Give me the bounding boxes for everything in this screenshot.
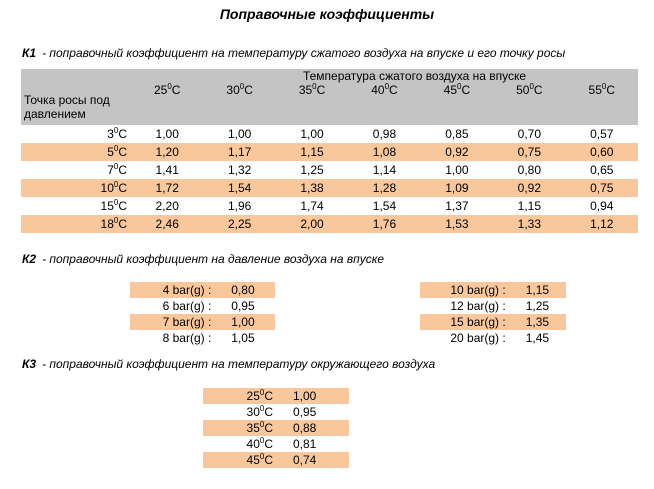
table-row (21, 215, 638, 233)
column-header (276, 83, 348, 97)
k2-description: - поправочный коэффициент на давление воздуха на впуске (42, 252, 385, 266)
degree-sign: 0 (529, 82, 534, 91)
temperature-value: 35 (246, 421, 260, 435)
list-item (420, 282, 566, 298)
temperature-value: 45 (443, 83, 458, 97)
column-group-label: Температура сжатого воздуха на впуске (131, 69, 638, 83)
celsius-unit: C (118, 127, 127, 141)
coefficient-cell: 1,09 (421, 179, 493, 197)
temperature-value: 30 (246, 405, 260, 419)
celsius-unit: C (118, 163, 127, 177)
celsius-unit: C (264, 453, 273, 467)
k3-table (203, 388, 349, 468)
temperature-value: 15 (100, 199, 114, 213)
coefficient-cell: 1,25 (300, 163, 324, 177)
column-header (566, 83, 638, 97)
k1-table (21, 69, 638, 233)
celsius-unit: C (264, 421, 273, 435)
list-item (420, 314, 566, 330)
coefficient-cell: 1,41 (155, 163, 179, 177)
temperature-value: 30 (226, 83, 240, 97)
row-label (21, 197, 131, 215)
pressure-coefficient: 1,25 (525, 299, 550, 313)
temperature-value: 45 (246, 453, 260, 467)
temperature-value: 50 (516, 83, 530, 97)
coefficient-cell: 0,60 (566, 143, 638, 161)
coefficient-cell: 1,37 (445, 199, 469, 213)
row-label (21, 215, 131, 233)
pressure-coefficient: 1,00 (219, 314, 275, 330)
coefficient-cell: 0,98 (372, 127, 397, 141)
temperature-value: 18 (100, 217, 114, 231)
ambient-coefficient: 0,95 (293, 405, 317, 419)
coefficient-cell: 0,65 (590, 163, 614, 177)
k2-caption (22, 252, 384, 266)
list-item (203, 420, 349, 436)
coefficient-cell: 1,14 (372, 163, 397, 177)
coefficient-cell: 2,00 (276, 215, 348, 233)
degree-sign: 0 (601, 82, 607, 91)
celsius-unit: C (118, 199, 127, 213)
temperature-value: 40 (371, 83, 385, 97)
pressure-coefficient: 1,45 (525, 331, 550, 345)
coefficient-cell: 0,70 (517, 127, 541, 141)
row-label (21, 143, 131, 161)
degree-sign: 0 (113, 180, 119, 189)
celsius-unit: C (118, 217, 127, 231)
coefficient-cell: 1,74 (300, 199, 324, 213)
list-item (203, 404, 349, 420)
ambient-coefficient: 0,88 (281, 420, 349, 436)
k3-code: К3 (22, 357, 37, 371)
table-row (21, 143, 638, 161)
coefficient-cell: 0,57 (590, 127, 614, 141)
k1-caption (22, 46, 565, 60)
k3-caption (22, 357, 435, 371)
list-item (203, 388, 349, 404)
list-item (130, 330, 275, 346)
celsius-unit: C (118, 145, 127, 159)
coefficient-cell: 1,15 (276, 143, 348, 161)
coefficient-cell: 2,46 (131, 215, 203, 233)
celsius-unit: C (244, 83, 253, 97)
k3-description: - поправочный коэффициент на температуру окружающего воздуха (42, 357, 436, 371)
column-header (493, 83, 565, 97)
ambient-coefficient: 0,81 (293, 437, 317, 451)
table-row (21, 179, 638, 197)
celsius-unit: C (606, 83, 615, 97)
ambient-temperature-label (203, 388, 281, 404)
coefficient-cell: 1,00 (155, 127, 179, 141)
coefficient-cell: 1,00 (300, 127, 324, 141)
coefficient-cell: 1,08 (348, 143, 420, 161)
degree-sign: 0 (113, 144, 119, 153)
coefficient-cell: 1,76 (348, 215, 420, 233)
degree-sign: 0 (259, 436, 265, 445)
list-item (130, 314, 275, 330)
ambient-temperature-label (203, 404, 281, 420)
coefficient-cell: 2,20 (155, 199, 179, 213)
coefficient-cell: 1,96 (227, 199, 252, 213)
coefficient-cell: 1,00 (227, 127, 252, 141)
table-row (21, 161, 638, 179)
degree-sign: 0 (259, 420, 265, 429)
pressure-label: 10 bar(g) : (420, 282, 514, 298)
pressure-label: 20 bar(g) : (450, 331, 506, 345)
celsius-unit: C (118, 181, 127, 195)
coefficient-cell: 0,94 (590, 199, 614, 213)
degree-sign: 0 (457, 82, 462, 91)
coefficient-cell: 1,12 (566, 215, 638, 233)
k2-left-table (130, 282, 275, 346)
degree-sign: 0 (239, 82, 245, 91)
celsius-unit: C (264, 437, 273, 451)
temperature-value: 3 (107, 127, 114, 141)
list-item (420, 330, 566, 346)
degree-sign: 0 (113, 162, 119, 171)
degree-sign: 0 (113, 126, 119, 135)
pressure-label: 6 bar(g) : (162, 299, 212, 313)
temperature-value: 10 (100, 181, 114, 195)
k2-code: К2 (22, 252, 37, 266)
coefficient-cell: 0,80 (517, 163, 541, 177)
table-row (21, 197, 638, 215)
degree-sign: 0 (259, 404, 265, 413)
temperature-value: 35 (298, 83, 313, 97)
celsius-unit: C (264, 405, 273, 419)
degree-sign: 0 (113, 216, 119, 225)
coefficient-cell: 1,33 (493, 215, 565, 233)
row-axis-label: Точка росы под давлением (21, 69, 131, 125)
pressure-label: 15 bar(g) : (420, 314, 514, 330)
coefficient-cell: 1,54 (203, 179, 275, 197)
degree-sign: 0 (113, 198, 119, 207)
celsius-unit: C (461, 83, 471, 97)
column-header (131, 83, 203, 97)
degree-sign: 0 (167, 82, 172, 91)
coefficient-cell: 0,75 (566, 179, 638, 197)
coefficient-cell: 1,38 (276, 179, 348, 197)
ambient-temperature-label (203, 420, 281, 436)
coefficient-cell: 0,75 (493, 143, 565, 161)
page-title: Поправочные коэффициенты (219, 6, 435, 22)
pressure-label: 12 bar(g) : (450, 299, 506, 313)
coefficient-cell: 1,15 (517, 199, 541, 213)
coefficient-cell: 0,85 (445, 127, 469, 141)
list-item (203, 436, 349, 452)
degree-sign: 0 (259, 388, 265, 397)
k1-code: К1 (22, 46, 37, 60)
coefficient-cell: 2,25 (203, 215, 275, 233)
pressure-coefficient: 1,15 (514, 282, 566, 298)
celsius-unit: C (389, 83, 398, 97)
coefficient-cell: 1,32 (227, 163, 252, 177)
pressure-coefficient: 1,35 (514, 314, 566, 330)
coefficient-cell: 1,00 (445, 163, 469, 177)
pressure-label: 4 bar(g) : (130, 282, 219, 298)
column-header (421, 83, 493, 97)
pressure-coefficient: 1,05 (231, 331, 255, 345)
coefficient-cell: 0,92 (421, 143, 493, 161)
pressure-coefficient: 0,80 (219, 282, 275, 298)
row-label (21, 161, 131, 179)
coefficient-cell: 1,28 (348, 179, 420, 197)
row-label (21, 179, 131, 197)
temperature-value: 55 (588, 83, 602, 97)
coefficient-cell: 0,92 (493, 179, 565, 197)
table-row (21, 125, 638, 143)
temperature-value: 25 (246, 389, 260, 403)
list-item (420, 298, 566, 314)
column-header (203, 83, 275, 97)
coefficient-cell: 1,17 (203, 143, 275, 161)
ambient-coefficient: 1,00 (281, 388, 349, 404)
pressure-coefficient: 0,95 (231, 299, 255, 313)
coefficient-cell: 1,72 (131, 179, 203, 197)
coefficient-cell: 1,53 (421, 215, 493, 233)
coefficient-cell: 1,54 (372, 199, 397, 213)
temperature-value: 40 (246, 437, 260, 451)
k2-right-table (420, 282, 566, 346)
list-item (130, 298, 275, 314)
celsius-unit: C (316, 83, 326, 97)
temperature-value: 7 (107, 163, 114, 177)
celsius-unit: C (264, 389, 273, 403)
coefficient-cell: 1,20 (131, 143, 203, 161)
column-header (348, 83, 420, 97)
celsius-unit: C (171, 83, 181, 97)
list-item (130, 282, 275, 298)
pressure-label: 7 bar(g) : (130, 314, 219, 330)
temperature-value: 25 (153, 83, 168, 97)
degree-sign: 0 (384, 82, 390, 91)
celsius-unit: C (533, 83, 543, 97)
temperature-value: 5 (107, 145, 114, 159)
pressure-label: 8 bar(g) : (162, 331, 212, 345)
list-item (203, 452, 349, 468)
degree-sign: 0 (259, 452, 265, 461)
ambient-temperature-label (203, 436, 281, 452)
degree-sign: 0 (312, 82, 317, 91)
ambient-coefficient: 0,74 (281, 452, 349, 468)
ambient-temperature-label (203, 452, 281, 468)
k1-description: - поправочный коэффициент на температуру сжатого воздуха на впуске и его точку росы (42, 46, 566, 60)
row-label (21, 125, 131, 143)
